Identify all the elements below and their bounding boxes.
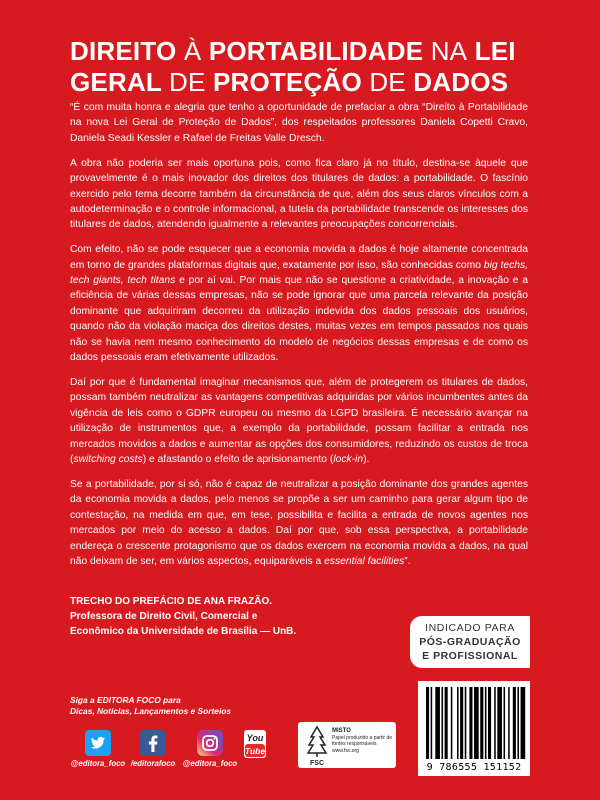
title-line-2: GERAL DE PROTEÇÃO DE DADOS: [70, 67, 509, 97]
paragraph-2: A obra não poderia ser mais oportuna pois, como fica claro já no título, destina-se àquele que provavelmente é o mais inovador dos direitos dos titulares de dados: a portabilidade. O fascínio exercido pelo tema decorre também da circunstância de que, além dos seus claros vínculos com a autodeterminação e o controle informacional, a tutela da portabilidade transcende os interesses dos titulares de dados, atendendo igualmente a relevantes preocupações concorrenciais.: [70, 157, 528, 231]
youtube-icon: [244, 730, 266, 758]
twitter-icon: [85, 730, 111, 756]
audience-badge: INDICADO PARA PÓS-GRADUAÇÃO E PROFISSIONAL: [410, 616, 530, 668]
fsc-certification: FSC MISTO Papel produzido a partir de fontes responsáveis www.fsc.org: [298, 722, 396, 768]
preface-excerpt: [70, 100, 528, 569]
svg-text:FSC: FSC: [310, 760, 324, 767]
social-instagram[interactable]: @editora_foco: [182, 730, 238, 768]
social-twitter[interactable]: @editora_foco: [70, 730, 126, 768]
preface-credit: TRECHO DO PREFÁCIO DE ANA FRAZÃO. Professora de Direito Civil, Comercial e Econômico da Universidade de Brasília — UnB.: [70, 596, 297, 637]
svg-text:You: You: [246, 733, 264, 743]
social-facebook[interactable]: /editorafoco: [128, 730, 178, 768]
social-youtube[interactable]: [243, 730, 267, 761]
title-line-1: DIREITO À PORTABILIDADE NA LEI: [70, 36, 516, 66]
fsc-tree-icon: [301, 723, 333, 767]
facebook-icon: [140, 730, 166, 756]
isbn-barcode: 9 786555 151152: [418, 681, 530, 776]
svg-text:Tube: Tube: [244, 746, 266, 756]
follow-prompt: Siga a EDITORA FOCO para Dicas, Notícias, Lançamentos e Sorteios: [70, 695, 232, 716]
paragraph-3: Com efeito, não se pode esquecer que a economia movida a dados é hoje altamente concentrada em torno de grandes plataformas digitais que, exatamente por isso, são conhecidas como big techs, tech giants, tech titans e por aí vai. Por mais que não se questione a criatividade, a inovação e a eficiência de várias dessas empresas, não se pode ignorar que uma parcela relevante da posição dominante que adquiriram decorreu da utilização indevida dos dados pessoais dos usuários, quando não da violação maciça dos direitos destes, muitas vezes em tempos passados nos quais não se havia nem mesmo conhecimento do modelo de negócios dessas empresas e de como os dados pessoais eram efetivamente utilizados.: [70, 244, 528, 364]
paragraph-5: Se a portabilidade, por si só, não é capaz de neutralizar a posição dominante dos grandes agentes da economia movida a dados, pelo menos se propõe a ser um caminho para gerar algum tipo de contestação, na medida em que, em tese, possibilita e facilita a entrada de novos agentes nos mercados por meio do acesso a dados. Daí por que, sob essa perspectiva, a portabilidade endereça o crescente protagonismo que os dados exercem na economia movida a dados, na qual não deixam de ser, em vários aspectos, equiparáveis a essential facilities”.: [70, 478, 528, 567]
instagram-icon: [197, 730, 223, 756]
paragraph-4: Daí por que é fundamental imaginar mecanismos que, além de protegerem os titulares de dados, possam também neutralizar as vantagens competitivas adquiridas por vários incumbentes antes da vigência de leis como o GDPR europeu ou mesmo da LGPD brasileira. É necessário avançar na utilização de instrumentos que, a exemplo da portabilidade, possam facilitar a entrada nos mercados movidos a dados e aumentar as opções dos consumidores, reduzindo os custos de troca (switching costs) e afastando o efeito de aprisionamento (lock-in).: [70, 377, 528, 466]
paragraph-1: “É com muita honra e alegria que tenho a oportunidade de prefaciar a obra “Direito à Portabilidade na nova Lei Geral de Proteção de Dados”, dos respeitados professores Daniela Copetti Cravo, Daniela Seadi Kessler e Rafael de Freitas Valle Dresch.: [70, 102, 528, 144]
book-title: [70, 36, 540, 98]
barcode-bars: [418, 685, 530, 765]
